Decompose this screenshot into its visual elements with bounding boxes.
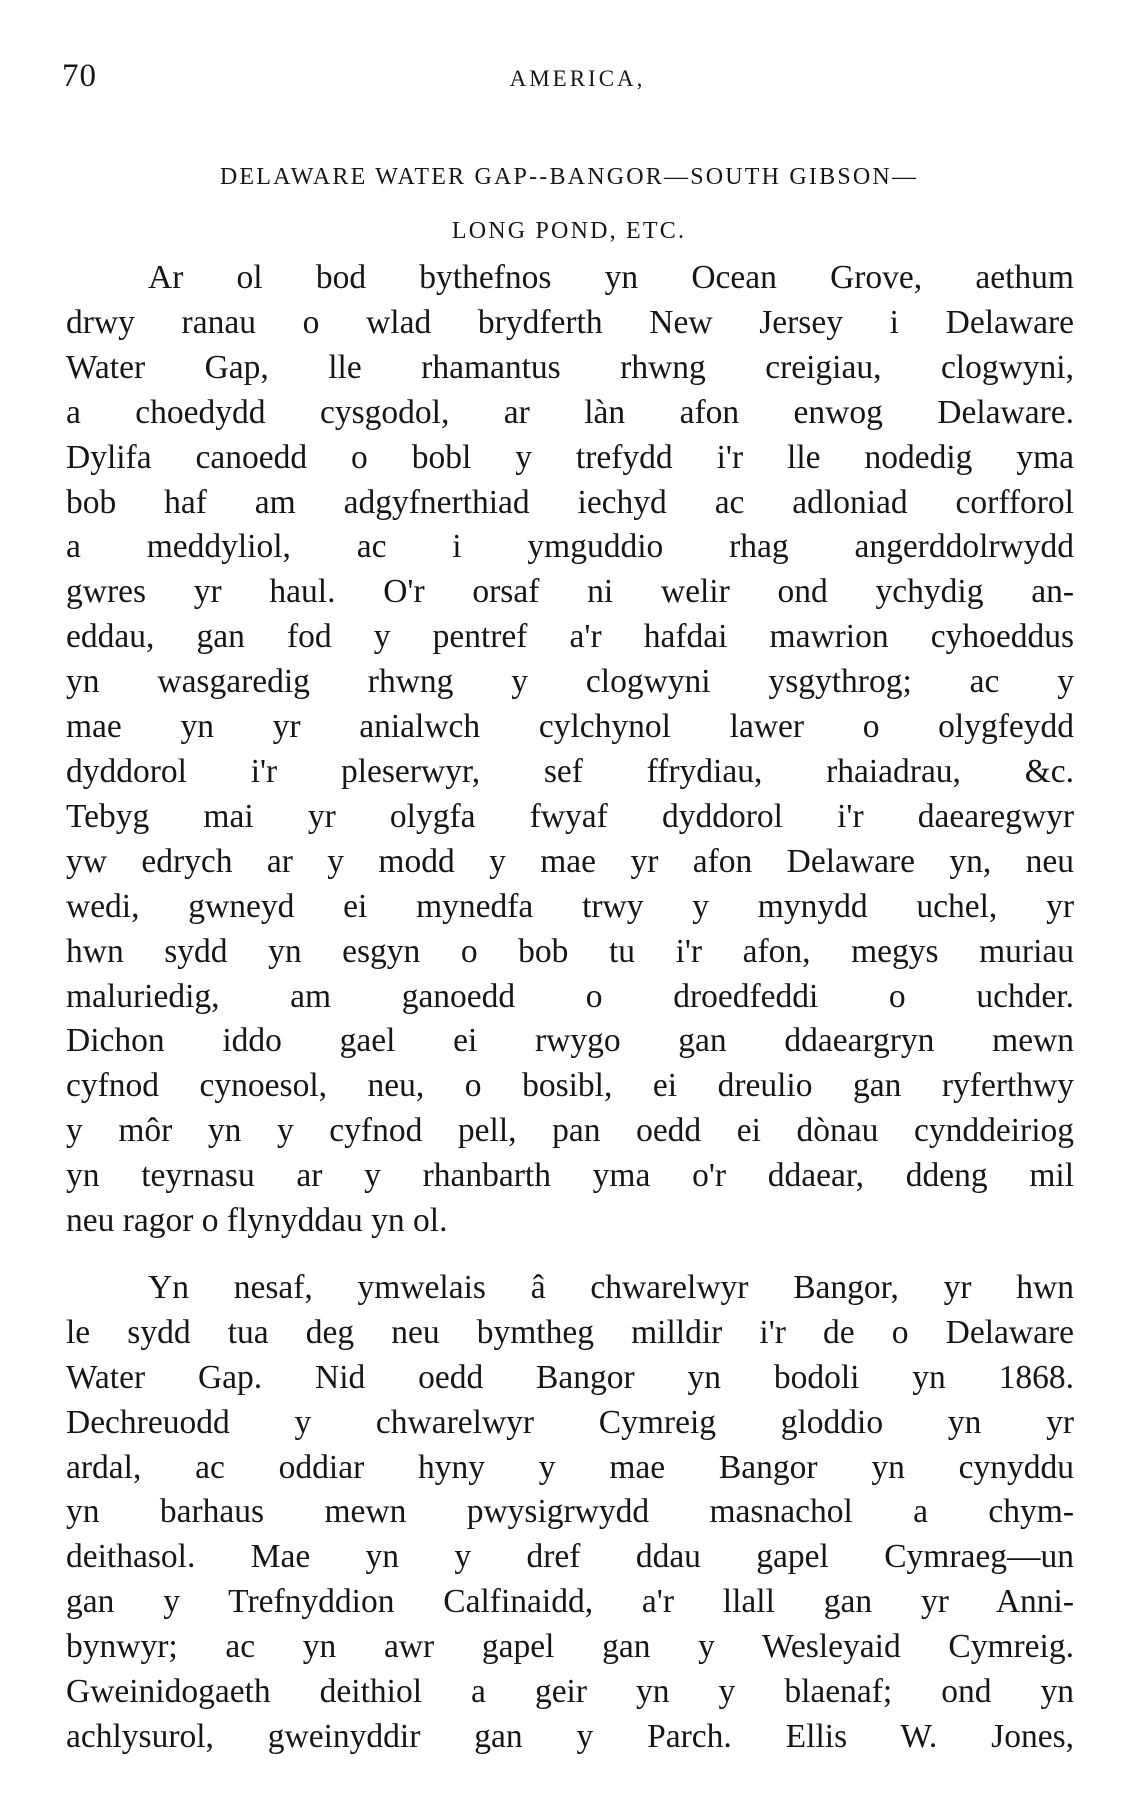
chapter-heading-line-2: LONG POND, ETC. — [451, 218, 687, 244]
text-line: gwres yr haul. O'r orsaf ni welir ond ychydig an- — [66, 573, 1074, 611]
text-line: a choedydd cysgodol, ar làn afon enwog Delaware. — [66, 393, 1074, 431]
text-line: neu ragor o flynyddau yn ol. — [66, 1202, 448, 1240]
paragraph-2 — [66, 1266, 1074, 1760]
body-text — [66, 256, 1074, 1760]
text-line: mae yn yr anialwch cylchynol lawer o olygfeydd — [66, 708, 1074, 746]
text-line: drwy ranau o wlad brydferth New Jersey i Delaware — [66, 303, 1074, 341]
text-line: dyddorol i'r pleserwyr, sef ffrydiau, rhaiadrau, &c. — [66, 752, 1074, 790]
text-line: Yn nesaf, ymwelais â chwarelwyr Bangor, yr hwn — [148, 1268, 1074, 1306]
text-line: maluriedig, am ganoedd o droedfeddi o uchder. — [66, 977, 1074, 1015]
text-line: Ar ol bod bythefnos yn Ocean Grove, aethum — [148, 259, 1074, 296]
text-line: Water Gap, lle rhamantus rhwng creigiau, clogwyni, — [66, 348, 1074, 386]
chapter-heading — [64, 150, 1074, 258]
text-line: Water Gap. Nid oedd Bangor yn bodoli yn 1868. — [66, 1358, 1074, 1396]
text-line: Tebyg mai yr olygfa fwyaf dyddorol i'r daearegwyr — [66, 797, 1074, 835]
text-line: Dylifa canoedd o bobl y trefydd i'r lle nodedig yma — [66, 438, 1074, 476]
text-line: le sydd tua deg neu bymtheg milldir i'r de o Delaware — [66, 1313, 1074, 1351]
text-line: Gweinidogaeth deithiol a geir yn y blaenaf; ond yn — [66, 1673, 1074, 1711]
text-line: bynwyr; ac yn awr gapel gan y Wesleyaid Cymreig. — [66, 1628, 1074, 1666]
page-number: 70 — [62, 58, 97, 94]
text-line: hwn sydd yn esgyn o bob tu i'r afon, megys muriau — [66, 932, 1074, 970]
text-line: yn wasgaredig rhwng y clogwyni ysgythrog; ac y — [66, 663, 1074, 701]
text-line: eddau, gan fod y pentref a'r hafdai mawrion cyhoeddus — [66, 618, 1074, 656]
text-line: yn teyrnasu ar y rhanbarth yma o'r ddaear, ddeng mil — [66, 1157, 1074, 1195]
text-line: Dechreuodd y chwarelwyr Cymreig gloddio yn yr — [66, 1403, 1074, 1441]
text-line: cyfnod cynoesol, neu, o bosibl, ei dreulio gan ryferthwy — [66, 1067, 1074, 1105]
text-line: yn barhaus mewn pwysigrwydd masnachol a chym- — [66, 1493, 1074, 1531]
text-line: achlysurol, gweinyddir gan y Parch. Ellis W. Jones, — [66, 1718, 1074, 1755]
text-line: bob haf am adgyfnerthiad iechyd ac adloniad corfforol — [66, 483, 1074, 521]
text-line: deithasol. Mae yn y dref ddau gapel Cymraeg—un — [66, 1538, 1074, 1576]
text-line: y môr yn y cyfnod pell, pan oedd ei dònau cynddeiriog — [66, 1112, 1074, 1150]
text-line: yw edrych ar y modd y mae yr afon Delaware yn, neu — [66, 842, 1074, 880]
text-line: gan y Trefnyddion Calfinaidd, a'r llall gan yr Anni- — [66, 1583, 1074, 1621]
paragraph-gap — [66, 1244, 1074, 1266]
running-head: AMERICA, — [509, 66, 646, 91]
text-line: a meddyliol, ac i ymguddio rhag angerddolrwydd — [66, 528, 1074, 566]
paragraph-1 — [66, 256, 1074, 1244]
text-line: Dichon iddo gael ei rwygo gan ddaeargryn mewn — [66, 1022, 1074, 1060]
text-line: wedi, gwneyd ei mynedfa trwy y mynydd uchel, yr — [66, 887, 1074, 925]
chapter-heading-line-1: DELAWARE WATER GAP--BANGOR—SOUTH GIBSON— — [219, 164, 919, 190]
text-line: ardal, ac oddiar hyny y mae Bangor yn cynyddu — [66, 1448, 1074, 1486]
